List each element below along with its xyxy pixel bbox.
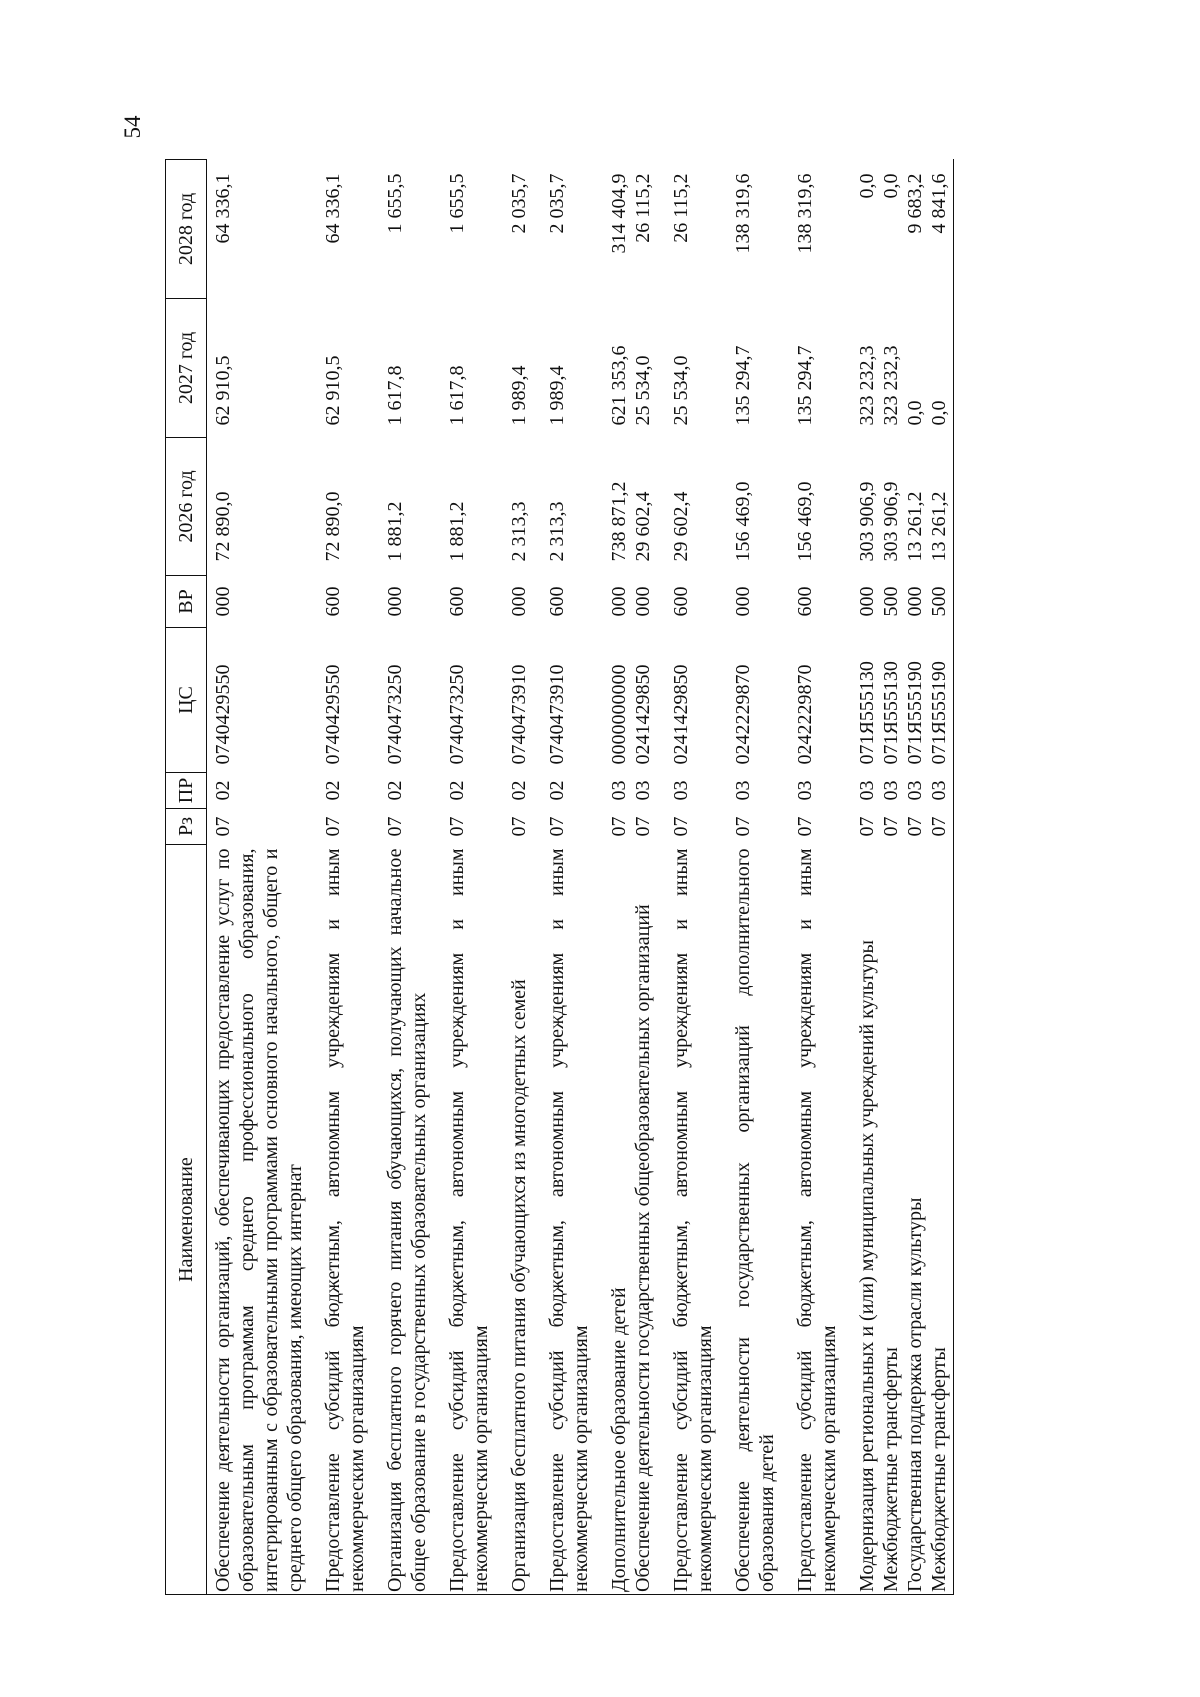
cell-rz: 07 [927,809,954,845]
table-row [655,160,717,1595]
cell-vr: 600 [322,586,344,617]
cell-vr: 600 [794,586,816,617]
cell-y2026: 738 871,2 [608,481,630,562]
cell-pr: 02 [508,780,530,801]
cell-cs: 071Я555130 [856,661,878,765]
header-name: Наименование [166,845,207,1595]
cell-y2027: 323 232,3 [856,345,878,426]
page-number: 54 [120,115,145,139]
cell-vr: 000 [856,586,878,617]
cell-y2028: 64 336,1 [212,173,234,244]
cell-y2027: 135 294,7 [732,345,754,426]
table-row [307,160,369,1595]
cell-cs: 071Я555190 [927,628,954,773]
table-row [531,160,593,1595]
cell-cs: 0242229870 [794,664,816,765]
cell-y2026: 29 602,4 [670,491,692,562]
table-row [593,160,631,1595]
cell-rz: 07 [732,816,754,837]
table-row [903,160,927,1595]
cell-rz: 07 [384,816,406,837]
header-vr: ВР [166,576,207,628]
cell-cs: 0740473250 [446,664,468,765]
cell-y2026: 72 890,0 [212,491,234,562]
cell-y2026: 13 261,2 [927,438,954,576]
cell-pr: 02 [212,780,234,801]
cell-cs: 0242229870 [732,664,754,765]
cell-name: Модернизация региональных и (или) муниципальных учреждений культуры [841,845,879,1595]
cell-pr: 03 [732,780,754,801]
cell-y2028: 2 035,7 [546,173,568,234]
cell-pr: 02 [384,780,406,801]
cell-pr: 03 [880,780,902,801]
cell-y2026: 2 313,3 [508,501,530,562]
cell-rz: 07 [856,816,878,837]
cell-vr: 000 [384,586,406,617]
cell-y2026: 1 881,2 [446,501,468,562]
cell-cs: 0740473910 [546,664,568,765]
cell-y2028: 26 115,2 [670,173,692,243]
cell-rz: 07 [322,816,344,837]
table-row [207,160,308,1595]
cell-name: Межбюджетные трансферты [927,845,954,1595]
cell-y2026: 72 890,0 [322,491,344,562]
cell-y2027: 62 910,5 [322,355,344,426]
cell-vr: 000 [608,586,630,617]
cell-y2027: 1 617,8 [446,365,468,426]
cell-name: Обеспечение деятельности организаций, обеспечивающих предоставление услуг по образовательным программам среднего профессионального образования, интегрированным с образовательными программами основного начального, общего и среднего общего образования, имеющих интернат [207,845,308,1595]
cell-vr: 000 [212,586,234,617]
cell-cs: 0241429850 [670,664,692,765]
table-row [779,160,841,1595]
header-2028: 2028 год [166,160,207,299]
cell-cs: 0740473910 [508,664,530,765]
cell-y2027: 135 294,7 [794,345,816,426]
cell-rz: 07 [794,816,816,837]
cell-name: Предоставление субсидий бюджетным, автономным учреждениям и иным некоммерческим организациям [531,845,593,1595]
cell-vr: 000 [732,586,754,617]
table-row [493,160,531,1595]
cell-pr: 03 [927,773,954,809]
cell-vr: 600 [670,586,692,617]
cell-name: Государственная поддержка отрасли культуры [903,845,927,1595]
cell-name: Организация бесплатного горячего питания обучающихся, получающих начальное общее образование в государственных образовательных организациях [369,845,431,1595]
cell-rz: 07 [904,816,926,837]
cell-y2028: 138 319,6 [732,173,754,254]
cell-y2026: 29 602,4 [632,491,654,562]
cell-pr: 03 [794,780,816,801]
cell-vr: 600 [446,586,468,617]
cell-pr: 02 [546,780,568,801]
cell-name: Обеспечение деятельности государственных общеобразовательных организаций [631,845,655,1595]
cell-y2028: 26 115,2 [632,173,654,243]
cell-vr: 000 [508,586,530,617]
cell-y2028: 9 683,2 [904,173,926,234]
cell-y2028: 0,0 [880,173,902,199]
cell-y2027: 621 353,6 [608,345,630,426]
cell-vr: 000 [904,586,926,617]
rotated-page-content [165,160,1065,1595]
cell-y2027: 25 534,0 [670,355,692,426]
cell-y2026: 1 881,2 [384,501,406,562]
cell-pr: 02 [446,780,468,801]
cell-y2027: 1 617,8 [384,365,406,426]
cell-name: Предоставление субсидий бюджетным, автономным учреждениям и иным некоммерческим организациям [431,845,493,1595]
cell-y2028: 0,0 [856,173,878,199]
cell-cs: 071Я555190 [904,661,926,765]
cell-name: Обеспечение деятельности государственных организаций дополнительного образования детей [717,845,779,1595]
table-header [166,160,207,1595]
cell-y2027: 323 232,3 [880,345,902,426]
cell-vr: 500 [880,586,902,617]
cell-rz: 07 [546,816,568,837]
cell-y2028: 4 841,6 [927,160,954,299]
cell-cs: 0000000000 [608,664,630,765]
cell-name: Дополнительное образование детей [593,845,631,1595]
cell-y2028: 1 655,5 [384,173,406,234]
cell-name: Межбюджетные трансферты [879,845,903,1595]
cell-rz: 07 [212,816,234,837]
header-cs: ЦС [166,628,207,773]
header-rz: Рз [166,809,207,845]
cell-y2028: 64 336,1 [322,173,344,244]
cell-y2027: 1 989,4 [546,365,568,426]
cell-rz: 07 [608,816,630,837]
cell-pr: 02 [322,780,344,801]
cell-name: Организация бесплатного питания обучающихся из многодетных семей [493,845,531,1595]
cell-y2026: 303 906,9 [880,481,902,562]
cell-name: Предоставление субсидий бюджетным, автономным учреждениям и иным некоммерческим организациям [779,845,841,1595]
cell-y2026: 156 469,0 [794,481,816,562]
header-2027: 2027 год [166,299,207,438]
cell-y2027: 1 989,4 [508,365,530,426]
cell-rz: 07 [446,816,468,837]
cell-rz: 07 [880,816,902,837]
table-row [927,160,954,1595]
cell-y2026: 2 313,3 [546,501,568,562]
cell-cs: 0740473250 [384,664,406,765]
cell-y2028: 1 655,5 [446,173,468,234]
cell-pr: 03 [904,780,926,801]
cell-pr: 03 [632,780,654,801]
cell-cs: 071Я555130 [880,661,902,765]
cell-cs: 0740429550 [322,664,344,765]
cell-rz: 07 [508,816,530,837]
cell-rz: 07 [632,816,654,837]
cell-y2026: 303 906,9 [856,481,878,562]
cell-y2027: 62 910,5 [212,355,234,426]
table-row [717,160,779,1595]
cell-vr: 000 [632,586,654,617]
cell-cs: 0740429550 [212,664,234,765]
cell-rz: 07 [670,816,692,837]
cell-vr: 500 [927,576,954,628]
cell-y2027: 0,0 [927,299,954,438]
cell-name: Предоставление субсидий бюджетным, автономным учреждениям и иным некоммерческим организациям [307,845,369,1595]
table-row [841,160,879,1595]
cell-pr: 03 [670,780,692,801]
cell-cs: 0241429850 [632,664,654,765]
cell-y2027: 25 534,0 [632,355,654,426]
header-2026: 2026 год [166,438,207,576]
cell-y2028: 2 035,7 [508,173,530,234]
cell-pr: 03 [608,780,630,801]
header-pr: ПР [166,773,207,809]
table-body [207,160,954,1595]
cell-y2028: 314 404,9 [608,173,630,254]
cell-y2026: 13 261,2 [904,491,926,562]
table-row [631,160,655,1595]
budget-table [165,159,954,1595]
table-row [431,160,493,1595]
table-row [879,160,903,1595]
cell-y2028: 138 319,6 [794,173,816,254]
cell-y2026: 156 469,0 [732,481,754,562]
cell-pr: 03 [856,780,878,801]
table-row [369,160,431,1595]
cell-name: Предоставление субсидий бюджетным, автономным учреждениям и иным некоммерческим организациям [655,845,717,1595]
cell-vr: 600 [546,586,568,617]
cell-y2027: 0,0 [904,400,926,426]
